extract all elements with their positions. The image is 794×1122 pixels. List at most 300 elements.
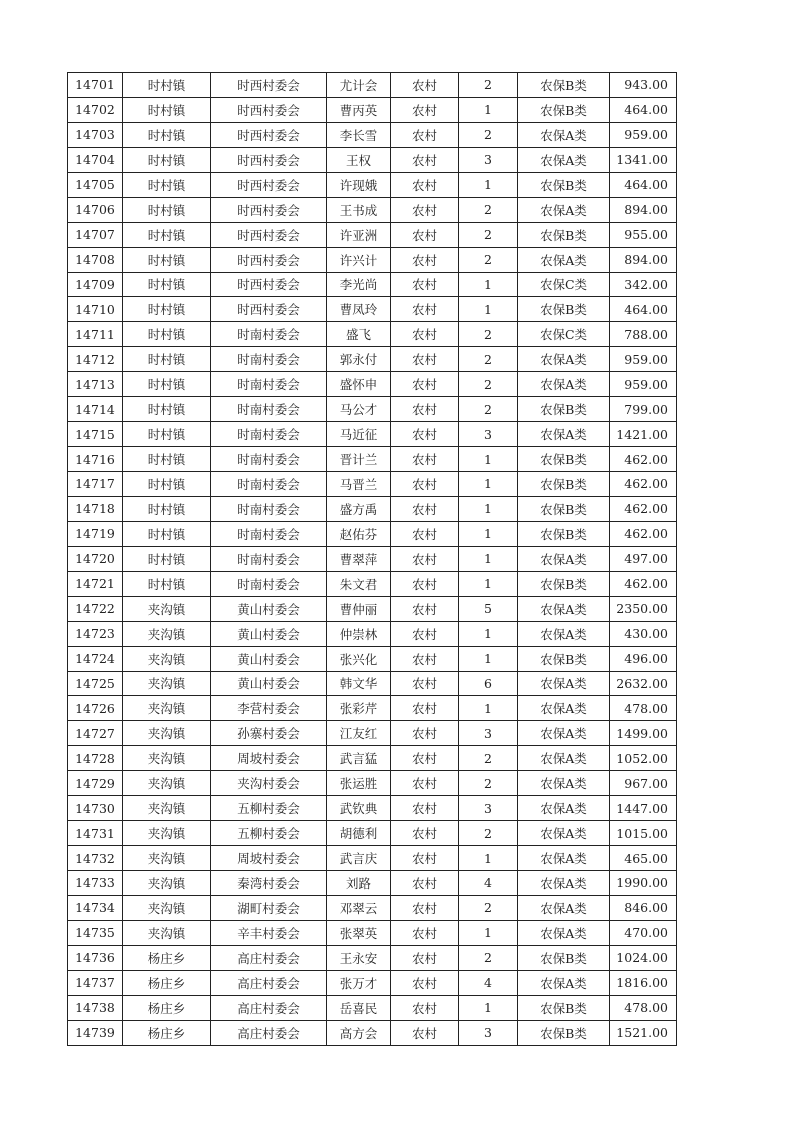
record-id-cell: 14709 bbox=[68, 272, 123, 297]
person-name-cell: 仲崇林 bbox=[327, 621, 391, 646]
household-size-cell: 1 bbox=[459, 621, 518, 646]
area-type-cell: 农村 bbox=[391, 472, 459, 497]
table-row bbox=[68, 696, 677, 721]
person-name-cell: 胡德利 bbox=[327, 821, 391, 846]
village-committee-cell: 时南村委会 bbox=[211, 571, 327, 596]
table-row bbox=[68, 895, 677, 920]
insurance-category-cell: 农保A类 bbox=[518, 197, 610, 222]
village-committee-cell: 时西村委会 bbox=[211, 147, 327, 172]
amount-cell: 1990.00 bbox=[610, 871, 677, 896]
township-cell: 夹沟镇 bbox=[123, 646, 211, 671]
person-name-cell: 王权 bbox=[327, 147, 391, 172]
person-name-cell: 马晋兰 bbox=[327, 472, 391, 497]
amount-cell: 462.00 bbox=[610, 447, 677, 472]
table-row bbox=[68, 546, 677, 571]
village-committee-cell: 湖町村委会 bbox=[211, 895, 327, 920]
area-type-cell: 农村 bbox=[391, 147, 459, 172]
area-type-cell: 农村 bbox=[391, 297, 459, 322]
person-name-cell: 许亚洲 bbox=[327, 222, 391, 247]
person-name-cell: 张翠英 bbox=[327, 920, 391, 945]
table-body bbox=[68, 73, 677, 1046]
record-id-cell: 14716 bbox=[68, 447, 123, 472]
record-id-cell: 14728 bbox=[68, 746, 123, 771]
table-row bbox=[68, 322, 677, 347]
person-name-cell: 王书成 bbox=[327, 197, 391, 222]
township-cell: 时村镇 bbox=[123, 222, 211, 247]
amount-cell: 959.00 bbox=[610, 347, 677, 372]
village-committee-cell: 夹沟村委会 bbox=[211, 771, 327, 796]
insurance-category-cell: 农保B类 bbox=[518, 97, 610, 122]
household-size-cell: 1 bbox=[459, 472, 518, 497]
table-row bbox=[68, 472, 677, 497]
insurance-category-cell: 农保A类 bbox=[518, 546, 610, 571]
record-id-cell: 14710 bbox=[68, 297, 123, 322]
household-size-cell: 3 bbox=[459, 422, 518, 447]
person-name-cell: 高方会 bbox=[327, 1020, 391, 1045]
village-committee-cell: 时西村委会 bbox=[211, 172, 327, 197]
record-id-cell: 14715 bbox=[68, 422, 123, 447]
village-committee-cell: 时南村委会 bbox=[211, 447, 327, 472]
amount-cell: 967.00 bbox=[610, 771, 677, 796]
township-cell: 夹沟镇 bbox=[123, 871, 211, 896]
table-row bbox=[68, 871, 677, 896]
person-name-cell: 岳喜民 bbox=[327, 995, 391, 1020]
table-row bbox=[68, 821, 677, 846]
table-row bbox=[68, 571, 677, 596]
record-id-cell: 14701 bbox=[68, 73, 123, 98]
village-committee-cell: 五柳村委会 bbox=[211, 796, 327, 821]
record-id-cell: 14729 bbox=[68, 771, 123, 796]
area-type-cell: 农村 bbox=[391, 746, 459, 771]
record-id-cell: 14731 bbox=[68, 821, 123, 846]
record-id-cell: 14706 bbox=[68, 197, 123, 222]
table-row bbox=[68, 347, 677, 372]
insurance-category-cell: 农保A类 bbox=[518, 771, 610, 796]
village-committee-cell: 周坡村委会 bbox=[211, 746, 327, 771]
area-type-cell: 农村 bbox=[391, 970, 459, 995]
area-type-cell: 农村 bbox=[391, 397, 459, 422]
township-cell: 时村镇 bbox=[123, 397, 211, 422]
insurance-category-cell: 农保B类 bbox=[518, 496, 610, 521]
insurance-category-cell: 农保A类 bbox=[518, 372, 610, 397]
person-name-cell: 武言猛 bbox=[327, 746, 391, 771]
person-name-cell: 许兴计 bbox=[327, 247, 391, 272]
record-id-cell: 14724 bbox=[68, 646, 123, 671]
insurance-category-cell: 农保A类 bbox=[518, 671, 610, 696]
township-cell: 时村镇 bbox=[123, 122, 211, 147]
person-name-cell: 李长雪 bbox=[327, 122, 391, 147]
amount-cell: 799.00 bbox=[610, 397, 677, 422]
household-size-cell: 1 bbox=[459, 496, 518, 521]
village-committee-cell: 李营村委会 bbox=[211, 696, 327, 721]
record-id-cell: 14735 bbox=[68, 920, 123, 945]
amount-cell: 1015.00 bbox=[610, 821, 677, 846]
insurance-category-cell: 农保A类 bbox=[518, 122, 610, 147]
table-row bbox=[68, 920, 677, 945]
village-committee-cell: 高庄村委会 bbox=[211, 995, 327, 1020]
person-name-cell: 马公才 bbox=[327, 397, 391, 422]
township-cell: 夹沟镇 bbox=[123, 796, 211, 821]
area-type-cell: 农村 bbox=[391, 846, 459, 871]
amount-cell: 1816.00 bbox=[610, 970, 677, 995]
table-row bbox=[68, 746, 677, 771]
area-type-cell: 农村 bbox=[391, 496, 459, 521]
household-size-cell: 2 bbox=[459, 197, 518, 222]
record-id-cell: 14723 bbox=[68, 621, 123, 646]
record-id-cell: 14732 bbox=[68, 846, 123, 871]
village-committee-cell: 黄山村委会 bbox=[211, 671, 327, 696]
record-id-cell: 14737 bbox=[68, 970, 123, 995]
amount-cell: 959.00 bbox=[610, 372, 677, 397]
household-size-cell: 4 bbox=[459, 871, 518, 896]
table-row bbox=[68, 771, 677, 796]
village-committee-cell: 时西村委会 bbox=[211, 272, 327, 297]
area-type-cell: 农村 bbox=[391, 347, 459, 372]
record-id-cell: 14714 bbox=[68, 397, 123, 422]
household-size-cell: 1 bbox=[459, 696, 518, 721]
village-committee-cell: 时南村委会 bbox=[211, 322, 327, 347]
village-committee-cell: 时南村委会 bbox=[211, 521, 327, 546]
household-size-cell: 2 bbox=[459, 821, 518, 846]
insurance-category-cell: 农保A类 bbox=[518, 596, 610, 621]
amount-cell: 1341.00 bbox=[610, 147, 677, 172]
insurance-category-cell: 农保A类 bbox=[518, 821, 610, 846]
table-row bbox=[68, 646, 677, 671]
village-committee-cell: 时南村委会 bbox=[211, 472, 327, 497]
amount-cell: 462.00 bbox=[610, 496, 677, 521]
insurance-category-cell: 农保B类 bbox=[518, 521, 610, 546]
household-size-cell: 2 bbox=[459, 771, 518, 796]
township-cell: 时村镇 bbox=[123, 546, 211, 571]
township-cell: 时村镇 bbox=[123, 347, 211, 372]
village-committee-cell: 高庄村委会 bbox=[211, 970, 327, 995]
township-cell: 夹沟镇 bbox=[123, 920, 211, 945]
person-name-cell: 刘路 bbox=[327, 871, 391, 896]
table-row bbox=[68, 671, 677, 696]
record-id-cell: 14721 bbox=[68, 571, 123, 596]
record-id-cell: 14739 bbox=[68, 1020, 123, 1045]
insurance-category-cell: 农保C类 bbox=[518, 272, 610, 297]
table-row bbox=[68, 222, 677, 247]
household-size-cell: 1 bbox=[459, 995, 518, 1020]
amount-cell: 955.00 bbox=[610, 222, 677, 247]
household-size-cell: 2 bbox=[459, 322, 518, 347]
person-name-cell: 郭永付 bbox=[327, 347, 391, 372]
township-cell: 时村镇 bbox=[123, 322, 211, 347]
township-cell: 夹沟镇 bbox=[123, 671, 211, 696]
household-size-cell: 6 bbox=[459, 671, 518, 696]
table-row bbox=[68, 147, 677, 172]
area-type-cell: 农村 bbox=[391, 721, 459, 746]
amount-cell: 470.00 bbox=[610, 920, 677, 945]
record-id-cell: 14713 bbox=[68, 372, 123, 397]
area-type-cell: 农村 bbox=[391, 771, 459, 796]
township-cell: 时村镇 bbox=[123, 172, 211, 197]
insurance-category-cell: 农保B类 bbox=[518, 945, 610, 970]
area-type-cell: 农村 bbox=[391, 247, 459, 272]
amount-cell: 1499.00 bbox=[610, 721, 677, 746]
village-committee-cell: 高庄村委会 bbox=[211, 1020, 327, 1045]
village-committee-cell: 时西村委会 bbox=[211, 73, 327, 98]
household-size-cell: 1 bbox=[459, 521, 518, 546]
table-row bbox=[68, 73, 677, 98]
table-row bbox=[68, 521, 677, 546]
table-row bbox=[68, 372, 677, 397]
household-size-cell: 1 bbox=[459, 97, 518, 122]
amount-cell: 478.00 bbox=[610, 995, 677, 1020]
village-committee-cell: 孙寨村委会 bbox=[211, 721, 327, 746]
area-type-cell: 农村 bbox=[391, 97, 459, 122]
area-type-cell: 农村 bbox=[391, 696, 459, 721]
insurance-category-cell: 农保B类 bbox=[518, 646, 610, 671]
amount-cell: 846.00 bbox=[610, 895, 677, 920]
household-size-cell: 1 bbox=[459, 546, 518, 571]
table-row bbox=[68, 596, 677, 621]
record-id-cell: 14702 bbox=[68, 97, 123, 122]
area-type-cell: 农村 bbox=[391, 521, 459, 546]
area-type-cell: 农村 bbox=[391, 571, 459, 596]
table-row bbox=[68, 945, 677, 970]
township-cell: 夹沟镇 bbox=[123, 771, 211, 796]
area-type-cell: 农村 bbox=[391, 796, 459, 821]
person-name-cell: 赵佑芬 bbox=[327, 521, 391, 546]
table-row bbox=[68, 447, 677, 472]
township-cell: 时村镇 bbox=[123, 73, 211, 98]
insurance-category-cell: 农保A类 bbox=[518, 147, 610, 172]
household-size-cell: 2 bbox=[459, 397, 518, 422]
amount-cell: 464.00 bbox=[610, 172, 677, 197]
household-size-cell: 1 bbox=[459, 920, 518, 945]
village-committee-cell: 时南村委会 bbox=[211, 422, 327, 447]
township-cell: 时村镇 bbox=[123, 447, 211, 472]
village-committee-cell: 时西村委会 bbox=[211, 222, 327, 247]
village-committee-cell: 时西村委会 bbox=[211, 122, 327, 147]
household-size-cell: 2 bbox=[459, 945, 518, 970]
record-id-cell: 14733 bbox=[68, 871, 123, 896]
person-name-cell: 张兴化 bbox=[327, 646, 391, 671]
record-id-cell: 14727 bbox=[68, 721, 123, 746]
village-committee-cell: 时南村委会 bbox=[211, 496, 327, 521]
person-name-cell: 武言庆 bbox=[327, 846, 391, 871]
insurance-category-cell: 农保B类 bbox=[518, 472, 610, 497]
amount-cell: 496.00 bbox=[610, 646, 677, 671]
area-type-cell: 农村 bbox=[391, 821, 459, 846]
amount-cell: 894.00 bbox=[610, 247, 677, 272]
area-type-cell: 农村 bbox=[391, 322, 459, 347]
village-committee-cell: 高庄村委会 bbox=[211, 945, 327, 970]
record-id-cell: 14730 bbox=[68, 796, 123, 821]
township-cell: 时村镇 bbox=[123, 372, 211, 397]
village-committee-cell: 黄山村委会 bbox=[211, 621, 327, 646]
area-type-cell: 农村 bbox=[391, 945, 459, 970]
area-type-cell: 农村 bbox=[391, 546, 459, 571]
record-id-cell: 14722 bbox=[68, 596, 123, 621]
household-size-cell: 1 bbox=[459, 297, 518, 322]
area-type-cell: 农村 bbox=[391, 222, 459, 247]
table-row bbox=[68, 796, 677, 821]
table-row bbox=[68, 197, 677, 222]
area-type-cell: 农村 bbox=[391, 995, 459, 1020]
village-committee-cell: 时西村委会 bbox=[211, 297, 327, 322]
insurance-category-cell: 农保A类 bbox=[518, 746, 610, 771]
township-cell: 夹沟镇 bbox=[123, 621, 211, 646]
township-cell: 时村镇 bbox=[123, 571, 211, 596]
area-type-cell: 农村 bbox=[391, 1020, 459, 1045]
township-cell: 夹沟镇 bbox=[123, 696, 211, 721]
township-cell: 夹沟镇 bbox=[123, 821, 211, 846]
village-committee-cell: 时南村委会 bbox=[211, 372, 327, 397]
amount-cell: 1024.00 bbox=[610, 945, 677, 970]
amount-cell: 342.00 bbox=[610, 272, 677, 297]
household-size-cell: 2 bbox=[459, 247, 518, 272]
township-cell: 夹沟镇 bbox=[123, 721, 211, 746]
village-committee-cell: 时南村委会 bbox=[211, 546, 327, 571]
amount-cell: 462.00 bbox=[610, 521, 677, 546]
village-committee-cell: 时南村委会 bbox=[211, 347, 327, 372]
insurance-category-cell: 农保B类 bbox=[518, 172, 610, 197]
household-size-cell: 1 bbox=[459, 172, 518, 197]
village-committee-cell: 黄山村委会 bbox=[211, 596, 327, 621]
area-type-cell: 农村 bbox=[391, 621, 459, 646]
person-name-cell: 许现娥 bbox=[327, 172, 391, 197]
township-cell: 夹沟镇 bbox=[123, 846, 211, 871]
township-cell: 时村镇 bbox=[123, 197, 211, 222]
insurance-category-cell: 农保B类 bbox=[518, 447, 610, 472]
person-name-cell: 张运胜 bbox=[327, 771, 391, 796]
person-name-cell: 江友红 bbox=[327, 721, 391, 746]
township-cell: 时村镇 bbox=[123, 297, 211, 322]
village-committee-cell: 黄山村委会 bbox=[211, 646, 327, 671]
amount-cell: 1521.00 bbox=[610, 1020, 677, 1045]
area-type-cell: 农村 bbox=[391, 895, 459, 920]
person-name-cell: 张彩芹 bbox=[327, 696, 391, 721]
village-committee-cell: 时西村委会 bbox=[211, 197, 327, 222]
township-cell: 时村镇 bbox=[123, 422, 211, 447]
amount-cell: 2632.00 bbox=[610, 671, 677, 696]
table-row bbox=[68, 297, 677, 322]
insurance-category-cell: 农保C类 bbox=[518, 322, 610, 347]
village-committee-cell: 周坡村委会 bbox=[211, 846, 327, 871]
amount-cell: 462.00 bbox=[610, 571, 677, 596]
area-type-cell: 农村 bbox=[391, 671, 459, 696]
amount-cell: 943.00 bbox=[610, 73, 677, 98]
amount-cell: 462.00 bbox=[610, 472, 677, 497]
township-cell: 杨庄乡 bbox=[123, 995, 211, 1020]
amount-cell: 464.00 bbox=[610, 97, 677, 122]
person-name-cell: 曹翠萍 bbox=[327, 546, 391, 571]
township-cell: 杨庄乡 bbox=[123, 1020, 211, 1045]
insurance-category-cell: 农保A类 bbox=[518, 920, 610, 945]
village-committee-cell: 辛丰村委会 bbox=[211, 920, 327, 945]
amount-cell: 497.00 bbox=[610, 546, 677, 571]
person-name-cell: 曹丙英 bbox=[327, 97, 391, 122]
insurance-category-cell: 农保A类 bbox=[518, 721, 610, 746]
insurance-category-cell: 农保B类 bbox=[518, 571, 610, 596]
household-size-cell: 1 bbox=[459, 846, 518, 871]
area-type-cell: 农村 bbox=[391, 272, 459, 297]
township-cell: 时村镇 bbox=[123, 272, 211, 297]
insurance-category-cell: 农保A类 bbox=[518, 621, 610, 646]
area-type-cell: 农村 bbox=[391, 422, 459, 447]
insurance-category-cell: 农保A类 bbox=[518, 871, 610, 896]
insurance-category-cell: 农保A类 bbox=[518, 247, 610, 272]
amount-cell: 894.00 bbox=[610, 197, 677, 222]
household-size-cell: 2 bbox=[459, 222, 518, 247]
record-id-cell: 14705 bbox=[68, 172, 123, 197]
household-size-cell: 2 bbox=[459, 122, 518, 147]
table-row bbox=[68, 1020, 677, 1045]
record-id-cell: 14725 bbox=[68, 671, 123, 696]
record-id-cell: 14720 bbox=[68, 546, 123, 571]
amount-cell: 465.00 bbox=[610, 846, 677, 871]
township-cell: 时村镇 bbox=[123, 496, 211, 521]
insurance-category-cell: 农保A类 bbox=[518, 696, 610, 721]
amount-cell: 1052.00 bbox=[610, 746, 677, 771]
area-type-cell: 农村 bbox=[391, 73, 459, 98]
record-id-cell: 14734 bbox=[68, 895, 123, 920]
township-cell: 夹沟镇 bbox=[123, 596, 211, 621]
area-type-cell: 农村 bbox=[391, 447, 459, 472]
table-row bbox=[68, 846, 677, 871]
area-type-cell: 农村 bbox=[391, 920, 459, 945]
record-id-cell: 14738 bbox=[68, 995, 123, 1020]
household-size-cell: 4 bbox=[459, 970, 518, 995]
area-type-cell: 农村 bbox=[391, 646, 459, 671]
township-cell: 时村镇 bbox=[123, 521, 211, 546]
insurance-category-cell: 农保A类 bbox=[518, 422, 610, 447]
household-size-cell: 1 bbox=[459, 272, 518, 297]
person-name-cell: 邓翠云 bbox=[327, 895, 391, 920]
insurance-category-cell: 农保A类 bbox=[518, 895, 610, 920]
table-row bbox=[68, 970, 677, 995]
amount-cell: 959.00 bbox=[610, 122, 677, 147]
person-name-cell: 马近征 bbox=[327, 422, 391, 447]
amount-cell: 430.00 bbox=[610, 621, 677, 646]
person-name-cell: 尤计会 bbox=[327, 73, 391, 98]
area-type-cell: 农村 bbox=[391, 871, 459, 896]
area-type-cell: 农村 bbox=[391, 122, 459, 147]
table-row bbox=[68, 721, 677, 746]
person-name-cell: 曹仲丽 bbox=[327, 596, 391, 621]
insurance-category-cell: 农保B类 bbox=[518, 995, 610, 1020]
insurance-category-cell: 农保A类 bbox=[518, 846, 610, 871]
insurance-category-cell: 农保A类 bbox=[518, 970, 610, 995]
area-type-cell: 农村 bbox=[391, 172, 459, 197]
household-size-cell: 1 bbox=[459, 646, 518, 671]
table-row bbox=[68, 621, 677, 646]
person-name-cell: 晋计兰 bbox=[327, 447, 391, 472]
record-id-cell: 14726 bbox=[68, 696, 123, 721]
township-cell: 时村镇 bbox=[123, 247, 211, 272]
record-id-cell: 14717 bbox=[68, 472, 123, 497]
township-cell: 时村镇 bbox=[123, 147, 211, 172]
person-name-cell: 曹凤玲 bbox=[327, 297, 391, 322]
insurance-category-cell: 农保B类 bbox=[518, 397, 610, 422]
record-id-cell: 14736 bbox=[68, 945, 123, 970]
person-name-cell: 盛方禹 bbox=[327, 496, 391, 521]
amount-cell: 788.00 bbox=[610, 322, 677, 347]
record-id-cell: 14704 bbox=[68, 147, 123, 172]
household-size-cell: 1 bbox=[459, 447, 518, 472]
township-cell: 时村镇 bbox=[123, 97, 211, 122]
area-type-cell: 农村 bbox=[391, 372, 459, 397]
insurance-category-cell: 农保B类 bbox=[518, 297, 610, 322]
table-row bbox=[68, 172, 677, 197]
insurance-category-cell: 农保B类 bbox=[518, 73, 610, 98]
record-id-cell: 14719 bbox=[68, 521, 123, 546]
amount-cell: 464.00 bbox=[610, 297, 677, 322]
township-cell: 夹沟镇 bbox=[123, 895, 211, 920]
